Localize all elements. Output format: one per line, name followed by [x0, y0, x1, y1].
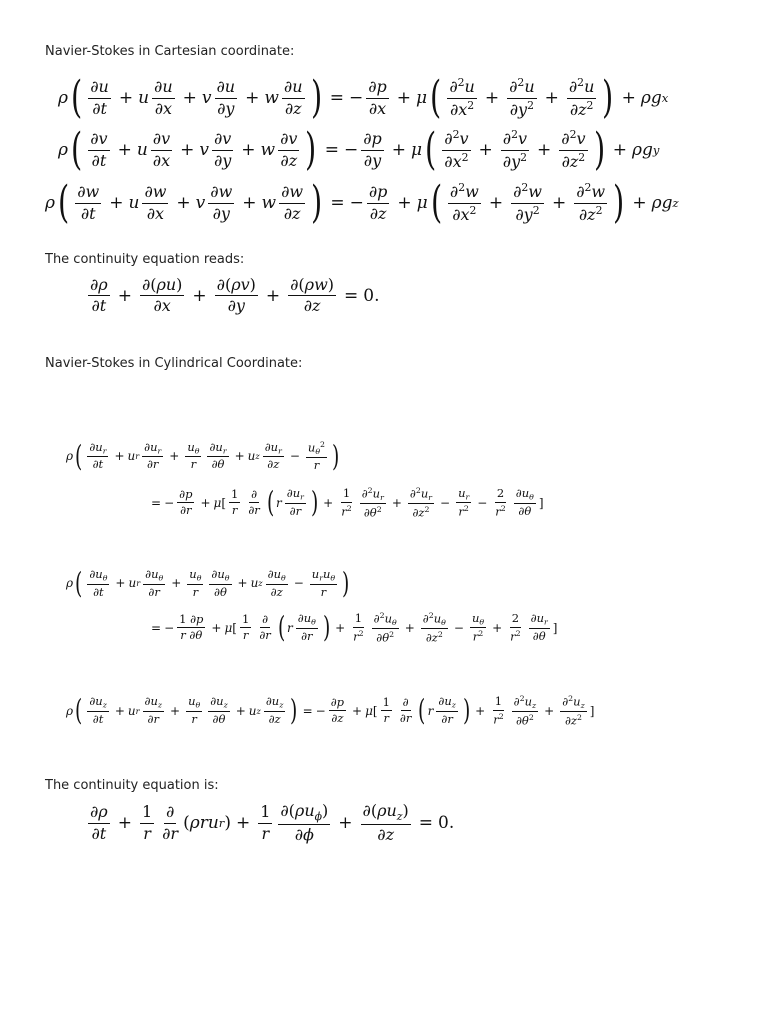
- cylindrical-theta-momentum-rhs: = − $\frac{1 \partial p}{r \partial\theta}$ + μ [ $\frac{1}{r}$ $\frac{\partial}{\partial r}$ ( r $\frac{\partial u_\theta}{\partial r}$ ) + $\frac{1}{r^2}$ $\frac{\partial^2u_\theta}{\partial\theta^2}$ + $\frac{\partial^2u_\theta}{\partial z^2}$ − $\frac{u_\theta}{r^2}$ + $\frac{2}{r^2}$ $\frac{\partial u_r}{\partial\theta}$ ]: [151, 610, 558, 645]
- cylindrical-theta-momentum-lhs: ρ ( $\frac{\partial u_\theta}{\partial t}$ + u r $\frac{\partial u_\theta}{\partial r}$ + $\frac{u_\theta}{r}$ $\frac{\partial u_\theta}{\partial\theta}$ + u z $\frac{\partial u_\theta}{\partial z}$ − $\frac{u_ru_\theta}{r}$ ): [66, 566, 350, 601]
- cylindrical-z-momentum: ρ ( $\frac{\partial u_z}{\partial t}$ + u r $\frac{\partial u_z}{\partial r}$ + $\frac{u_\theta}{r}$ $\frac{\partial u_z}{\partial\theta}$ + u z $\frac{\partial u_z}{\partial z}$ ) = − $\frac{\partial p}{\partial z}$ + μ [ $\frac{1}{r}$ $\frac{\partial}{\partial r}$ ( r $\frac{\partial u_z}{\partial r}$ ) + $\frac{1}{r^2}$ $\frac{\partial^2u_z}{\partial\theta^2}$ + $\frac{\partial^2u_z}{\partial z^2}$ ]: [66, 693, 595, 728]
- cartesian-x-momentum: ρ ( $\frac{\partial u}{\partial t}$ + u $\frac{\partial u}{\partial x}$ + v $\frac{\partial u}{\partial y}$ + w $\frac{\partial u}{\partial z}$ ) = − $\frac{\partial p}{\partial x}$ + μ ( $\frac{\partial^2u}{\partial x^2}$ + $\frac{\partial^2u}{\partial y^2}$ + $\frac{\partial^2u}{\partial z^2}$ ) + ρg x: [58, 72, 669, 123]
- cylindrical-r-momentum-lhs: ρ ( $\frac{\partial u_r}{\partial t}$ + u r $\frac{\partial u_r}{\partial r}$ + $\frac{u_\theta}{r}$ $\frac{\partial u_r}{\partial\theta}$ + u z $\frac{\partial u_r}{\partial z}$ − $\frac{u_\theta^2}{r}$ ): [66, 438, 340, 473]
- continuity-reads-heading: The continuity equation reads:: [45, 252, 245, 267]
- cartesian-z-momentum: ρ ( $\frac{\partial w}{\partial t}$ + u $\frac{\partial w}{\partial x}$ + v $\frac{\partial w}{\partial y}$ + w $\frac{\partial w}{\partial z}$ ) = − $\frac{\partial p}{\partial z}$ + μ ( $\frac{\partial^2w}{\partial x^2}$ + $\frac{\partial^2w}{\partial y^2}$ + $\frac{\partial^2w}{\partial z^2}$ ) + ρg z: [45, 177, 679, 228]
- cartesian-heading: Navier-Stokes in Cartesian coordinate:: [45, 44, 295, 59]
- cylindrical-r-momentum-rhs: = − $\frac{\partial p}{\partial r}$ + μ [ $\frac{1}{r}$ $\frac{\partial}{\partial r}$ ( r $\frac{\partial u_r}{\partial r}$ ) + $\frac{1}{r^2}$ $\frac{\partial^2u_r}{\partial\theta^2}$ + $\frac{\partial^2u_r}{\partial z^2}$ − $\frac{u_r}{r^2}$ − $\frac{2}{r^2}$ $\frac{\partial u_\theta}{\partial\theta}$ ]: [151, 485, 544, 520]
- cylindrical-continuity: $\frac{\partial\rho}{\partial t}$ + $\frac{1}{r}$ $\frac{\partial}{\partial r}$ ( ρru r ) + $\frac{1}{r}$ $\frac{\partial(\rho u_\phi)}{\partial\phi}$ + $\frac{\partial(\rho u_z)}{\partial z}$ = 0.: [90, 801, 455, 845]
- cylindrical-heading: Navier-Stokes in Cylindrical Coordinate:: [45, 356, 303, 371]
- continuity-is-heading: The continuity equation is:: [45, 778, 219, 793]
- cartesian-continuity: $\frac{\partial\rho}{\partial t}$ + $\frac{\partial(\rho u)}{\partial x}$ + $\frac{\partial(\rho v)}{\partial y}$ + $\frac{\partial(\rho w)}{\partial z}$ = 0.: [90, 275, 380, 316]
- cartesian-y-momentum: ρ ( $\frac{\partial v}{\partial t}$ + u $\frac{\partial v}{\partial x}$ + v $\frac{\partial v}{\partial y}$ + w $\frac{\partial v}{\partial z}$ ) = − $\frac{\partial p}{\partial y}$ + μ ( $\frac{\partial^2v}{\partial x^2}$ + $\frac{\partial^2v}{\partial y^2}$ + $\frac{\partial^2v}{\partial z^2}$ ) + ρg y: [58, 124, 660, 175]
